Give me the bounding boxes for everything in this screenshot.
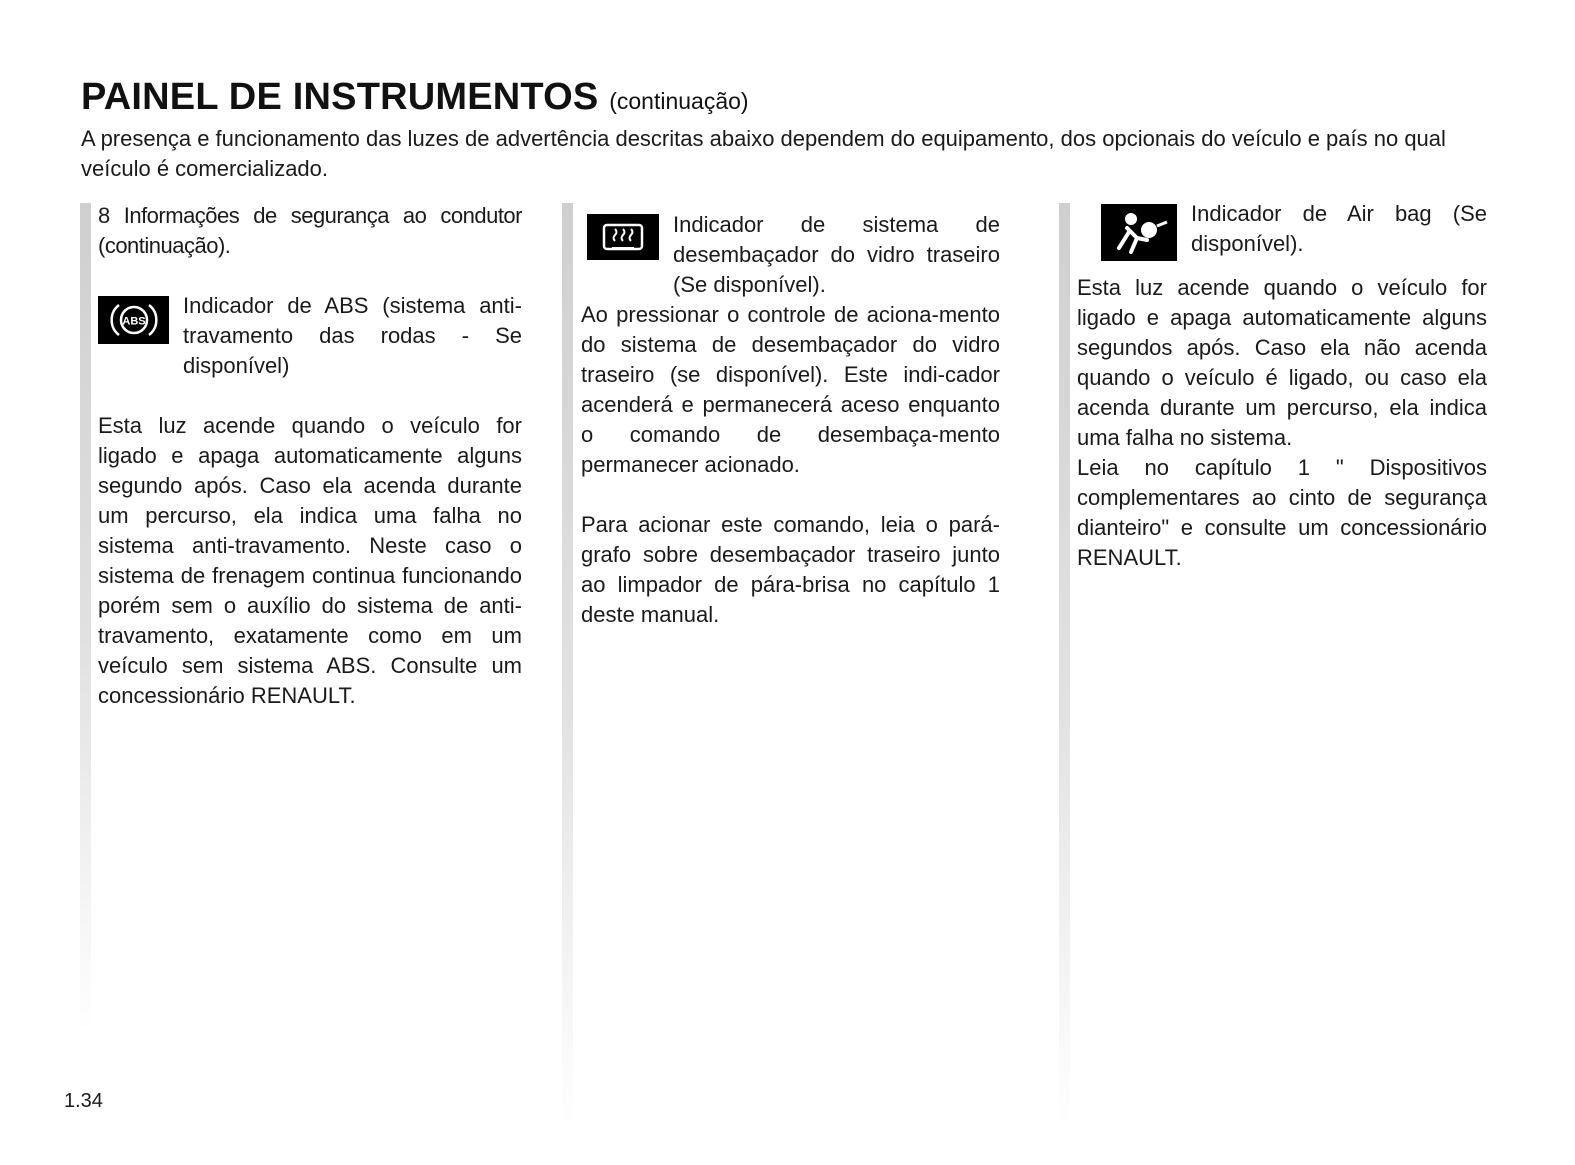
- defrost-indicator-block: [581, 210, 1000, 300]
- abs-description: Esta luz acende quando o veículo for ligado e apaga automaticamente alguns segundo após. Caso ela acenda durante um percurso, ela indica uma falha no sistema anti-travamento. Neste caso o sistema de frenagem continua funcionando porém sem o auxílio do sistema de anti-travamento, exatamente como em um veículo sem sistema ABS. Consulte um concessionário RENAULT.: [98, 413, 522, 708]
- airbag-indicator-title: Indicador de Air bag (Se disponível).: [1191, 201, 1487, 256]
- airbag-indicator-block: [1077, 199, 1487, 261]
- column-divider-3: [1059, 203, 1070, 1128]
- airbag-instructions: Leia no capítulo 1 " Dispositivos complementares ao cinto de segurança dianteiro" e consulte um concessionário RENAULT.: [1077, 455, 1487, 570]
- abs-icon-label: ABS: [121, 315, 146, 328]
- page-number: 1.34: [64, 1090, 103, 1112]
- defrost-instructions: Para acionar este comando, leia o pará-grafo sobre desembaçador traseiro junto ao limpador de pára-brisa no capítulo 1 deste manual.: [581, 512, 1000, 627]
- defrost-indicator-title: Indicador de sistema de desembaçador do vidro traseiro (Se disponível).: [673, 212, 1000, 297]
- column-2: [581, 210, 1000, 630]
- page-title-text: PAINEL DE INSTRUMENTOS: [81, 76, 599, 118]
- airbag-icon: [1101, 204, 1177, 261]
- intro-paragraph: A presença e funcionamento das luzes de advertência descritas abaixo dependem do equipamento, dos opcionais do veículo e país no qual veículo é comercializado.: [81, 126, 1446, 181]
- page-title: [81, 76, 749, 119]
- abs-icon: [98, 296, 169, 344]
- column-1: [98, 201, 522, 711]
- safety-note: 8 Informações de segurança ao condutor (continuação).: [98, 203, 522, 258]
- defrost-description: Ao pressionar o controle de aciona-mento do sistema de desembaçador do vidro traseiro (se disponível). Este indi-cador acenderá e permanecerá aceso enquanto o comando de desembaça-mento permanecer acionado.: [581, 302, 1000, 477]
- column-divider-2: [562, 203, 573, 1128]
- column-3: [1077, 199, 1487, 573]
- airbag-description: Esta luz acende quando o veículo for ligado e apaga automaticamente alguns segundos após. Caso ela não acenda quando o veículo é ligado, ou caso ela acenda durante um percurso, ela indica uma falha no sistema.: [1077, 275, 1487, 450]
- abs-indicator-block: [98, 291, 522, 381]
- column-divider-1: [80, 203, 91, 1033]
- rear-defrost-icon: [587, 214, 659, 260]
- page-subtitle: (continuação): [609, 88, 749, 114]
- abs-indicator-title: Indicador de ABS (sistema anti-travamento das rodas - Se disponível): [183, 293, 522, 378]
